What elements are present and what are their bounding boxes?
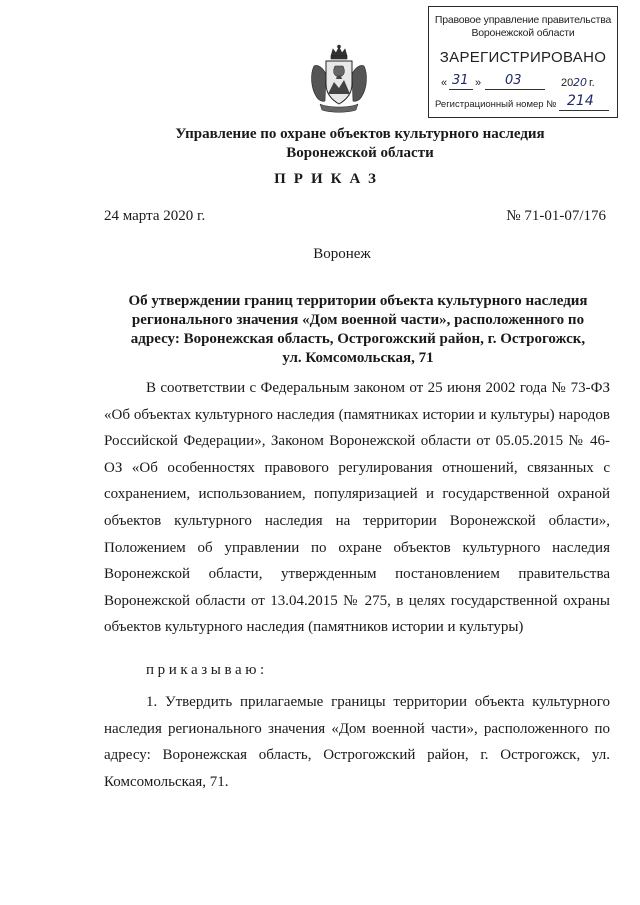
title-line-3: адресу: Воронежская область, Острогожский район, г. Острогожск, bbox=[130, 331, 586, 347]
stamp-date-month-underline bbox=[485, 89, 545, 90]
preamble-paragraph: В соответствии с Федеральным законом от 25 июня 2002 года № 73-ФЗ «Об объектах культурного наследия (памятниках истории и культуры) народов Российской Федерации», Законом Воронежской области от 05.05.2015 № 46-ОЗ «Об особенностях правового регулирования отношений, связанных с сохранением, использованием, популяризацией и государственной охраной объектов культурного наследия на территории Воронежской области», Положением об управлении по охране объектов культурного наследия Воронежской области, утвержденным постановлением правительства Воронежской области от 13.04.2015 № 275, в целях государственной охраны объектов культурного наследия (памятников истории и культуры) bbox=[104, 380, 610, 636]
stamp-date-year-hand: 20 bbox=[573, 76, 587, 89]
document-title bbox=[100, 292, 616, 368]
title-line-2: регионального значения «Дом военной части», расположенного по bbox=[131, 312, 585, 328]
stamp-registered-label: ЗАРЕГИСТРИРОВАНО bbox=[439, 49, 607, 66]
organization-name-line2: Воронежской области bbox=[286, 145, 434, 161]
document-date: 24 марта 2020 г. bbox=[104, 208, 206, 224]
organization-name-line1: Управление по охране объектов культурного наследия bbox=[175, 126, 545, 142]
document-type-heading: ПРИКАЗ bbox=[274, 171, 384, 187]
stamp-date-day: 31 bbox=[452, 73, 469, 88]
registration-stamp bbox=[428, 6, 618, 118]
stamp-reg-underline bbox=[559, 110, 609, 111]
stamp-date-open-quote: « bbox=[441, 77, 448, 89]
stamp-registration-number bbox=[435, 93, 594, 110]
title-line-1: Об утверждении границ территории объекта культурного наследия bbox=[128, 293, 588, 309]
stamp-date-close-quote: » bbox=[475, 77, 482, 89]
title-line-4: ул. Комсомольская, 71 bbox=[282, 350, 434, 366]
order-word: приказываю: bbox=[146, 662, 268, 678]
stamp-reg-label: Регистрационный номер № bbox=[435, 99, 557, 110]
stamp-date-day-underline bbox=[449, 89, 473, 90]
document-number: № 71-01-07/176 bbox=[506, 208, 606, 224]
stamp-date-month: 03 bbox=[505, 73, 522, 88]
item-1-paragraph-block bbox=[104, 689, 610, 795]
coat-of-arms-emblem bbox=[308, 44, 370, 114]
stamp-reg-number: 214 bbox=[567, 93, 594, 109]
stamp-date-year-suffix: г. bbox=[589, 77, 595, 89]
item-1-paragraph: 1. Утвердить прилагаемые границы территории объекта культурного наследия регионального значения «Дом военной части», расположенного по адресу: Воронежская область, Острогожский район, г. Острогожск, ул. Комсомольская, 71. bbox=[104, 694, 610, 790]
preamble-paragraph-block bbox=[104, 375, 610, 641]
stamp-authority: Правовое управление правительства Воронежской области bbox=[434, 14, 612, 39]
document-city: Воронеж bbox=[313, 246, 371, 262]
stamp-date-year-prefix: 20 bbox=[561, 77, 574, 89]
stamp-date bbox=[441, 75, 611, 93]
